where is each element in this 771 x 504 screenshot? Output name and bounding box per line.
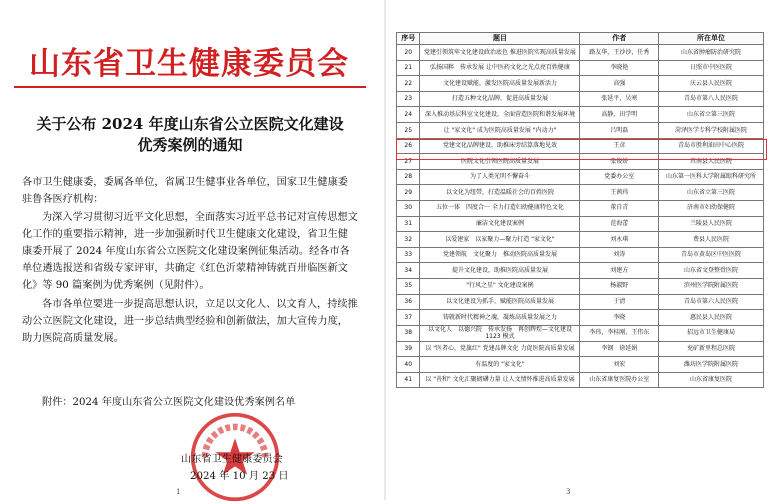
header-number: 序号 [397,33,420,45]
table-cell-author: 杨淑野 [580,278,658,294]
signature-org: 山东省卫生健康委员会 [181,454,283,465]
table-cell-unit: 青岛市黄岛区中医医院 [658,247,763,263]
table-cell-unit: 山东省立第三医院 [658,185,763,201]
table-cell-author: 高强 [580,76,658,92]
table-cell-num: 40 [397,357,420,373]
table-cell-unit: 山东省肿瘤防治研究院 [658,45,763,61]
table-cell-author: 李晓 [580,310,658,326]
table-row [397,247,764,263]
table-cell-num: 29 [397,185,420,201]
table-cell-num: 37 [397,310,420,326]
table-cell-title: 打造五种文化品牌，促进高质量发展 [420,91,580,107]
table-cell-title: 党建引领筑牢文化建设政治底色 推进医院实现高质量发展 [420,45,580,61]
table-row [397,45,764,61]
table-row [397,263,764,279]
table-cell-num: 20 [397,45,420,61]
header-unit: 所在单位 [658,33,763,45]
paragraph-1: 为深入学习贯彻习近平文化思想，全面落实习近平总书记对宣传思想文化工作的重要指示精神，进一步加强新时代卫生健康文化建设，省卫生健康委开展了 2024 年度山东省公立医院文化建设案例征集活动。经各市各单位遴选报送和省级专家评审，共确定《红色沂蒙精神铸就百卅临医新文化》等 90 篇案例为优秀案例（见附件）。 [22,212,358,291]
table-cell-author: 刘建方 [580,263,658,279]
table-cell-author: 刘涛 [580,247,658,263]
org-name-heading: 山东省卫生健康委员会 [29,46,349,82]
paragraph-2: 各市各单位要进一步提高思想认识，立足以文化人、以文育人，持续推动公立医院文化建设，进一步总结典型经验和创新做法，加大宣传力度，助力医院高质量发展。 [22,299,358,344]
red-divider-line [14,86,366,88]
table-cell-title: 以文化为纽带，打造温暖社会的百姓医院 [420,185,580,201]
table-cell-unit: 莒南县人民医院 [658,154,763,170]
table-cell-author: 张俊娇 [580,154,658,170]
table-row [397,325,764,341]
table-cell-author: 张延平，吴寒 [580,91,658,107]
table-cell-num: 22 [397,76,420,92]
table-row [397,60,764,76]
table-cell-unit: 山东省文登整骨医院 [658,263,763,279]
table-cell-author: 范海蕾 [580,216,658,232]
table-cell-title: 为了人类光明不懈奋斗 [420,169,580,185]
table-cell-unit: 庆云县人民医院 [658,76,763,92]
table-cell-title: 党建领航 文化聚力 推动医院高质量发展 [420,247,580,263]
table-row [397,169,764,185]
table-row [397,341,764,357]
table-cell-num: 27 [397,154,420,170]
table-cell-num: 36 [397,294,420,310]
table-cell-title: 弘扬国粹 传承发展 让中医药文化之光点亮百姓健康 [420,60,580,76]
left-page-number: 1 [176,488,181,496]
table-cell-title: 提升文化建设，助推医院高质量发展 [420,263,580,279]
attachment-note: 附件：2024 年度山东省公立医院文化建设优秀案例名单 [42,397,296,408]
table-cell-author: 高静，田学明 [580,107,658,123]
table-cell-unit: 山东省立第三医院 [658,107,763,123]
table-cell-title: 以 "善和" 文化汇聚磅礴力量 让人文情怀推进高质量发展 [420,372,580,388]
table-cell-num: 24 [397,107,420,123]
header-title: 题目 [420,33,580,45]
table-cell-num: 25 [397,122,420,138]
table-cell-unit: 济南市妇幼保健院 [658,200,763,216]
table-cell-author: 李玮，李桂刚，王伟东 [580,325,658,341]
table-cell-unit: 惠民县人民医院 [658,310,763,326]
table-row [397,107,764,123]
table-row [397,91,764,107]
table-cell-unit: 兰陵县人民医院 [658,216,763,232]
table-header-row [397,33,764,45]
addressee-text: 各市卫生健康委，委属各单位，省属卫生健事业各单位，国家卫生健康委驻鲁各医疗机构： [22,177,348,205]
title-line-1: 关于公布 2024 年度山东省公立医院文化建设 [36,115,344,133]
table-cell-author: 李晓艳 [580,60,658,76]
table-cell-num: 21 [397,60,420,76]
table-cell-unit: 日照市中医医院 [658,60,763,76]
table-cell-num: 34 [397,263,420,279]
table-cell-title: 以爱建家 以家聚力—聚力打造 "家文化" [420,232,580,248]
table-cell-title: "行风之星" 文化建设案例 [420,278,580,294]
table-cell-author: 董自青 [580,200,658,216]
right-page [386,0,771,500]
header-author: 作者 [580,33,658,45]
table-cell-unit: 兖矿新里程总医院 [658,341,763,357]
table-cell-author: 王茜玮 [580,185,658,201]
table-cell-unit: 青岛市胜利油田中心医院 [658,138,763,154]
table-cell-author: 刘永琪 [580,232,658,248]
table-cell-title: 文化建设赋能，激发医院高质量发展新活力 [420,76,580,92]
document-title [20,114,360,156]
signature-date: 2024 年 10 月 23 日 [190,471,289,482]
table-cell-title: 党建文化品牌建设，助推床旁结算落地见效 [420,138,580,154]
table-row [397,200,764,216]
table-row [397,185,764,201]
table-cell-num: 31 [397,216,420,232]
table-cell-num: 38 [397,325,420,341]
left-page [0,0,385,500]
table-cell-title: 医院文化引领医院高质量发展 [420,154,580,170]
table-cell-unit: 招远市卫生健康局 [658,325,763,341]
table-cell-unit: 青岛市第八人民医院 [658,91,763,107]
table-row [397,294,764,310]
table-cell-author: 于清 [580,294,658,310]
table-cell-num: 39 [397,341,420,357]
table-cell-title: 以文化人 以德兴院 传承发扬 再创辉煌—文化建设 1123 模式 [420,325,580,341]
table-cell-unit: 潍坊医学院附属医院 [658,357,763,373]
table-cell-unit: 山东省康复医院 [658,372,763,388]
table-row [397,216,764,232]
table-cell-num: 23 [397,91,420,107]
table-cell-unit: 山东第一医科大学附属眼科研究所 [658,169,763,185]
table-cell-title: 以 "医者心，党旗红" 党建品牌文化 力促医院高质量发展 [420,341,580,357]
table-row [397,232,764,248]
table-cell-author: 王彦 [580,138,658,154]
table-cell-title: 以文化建设为抓手，赋能医院高质量发展 [420,294,580,310]
table-cell-num: 33 [397,247,420,263]
table-cell-unit: 费县人民医院 [658,232,763,248]
table-cell-num: 26 [397,138,420,154]
table-cell-unit: 滨州医学院附属医院 [658,278,763,294]
table-cell-author: 吕明磊 [580,122,658,138]
right-page-number: 3 [566,488,571,496]
table-cell-unit: 青岛市第六人民医院 [658,294,763,310]
table-cell-title: 让 "家文化" 成为医院高质量发展 "内动力" [420,122,580,138]
table-row [397,122,764,138]
table-cell-author: 刘宏 [580,357,658,373]
table-cell-num: 35 [397,278,420,294]
table-cell-num: 32 [397,232,420,248]
table-cell-title: 深入推动基层科室文化建设，全面营造医院和谐发展环境 [420,107,580,123]
table-cell-author: 路友华，王沙沙，任秀 [580,45,658,61]
table-cell-unit: 菏泽医学专科学校附属医院 [658,122,763,138]
table-row [397,278,764,294]
case-list-table [396,32,764,388]
title-line-2: 优秀案例的通知 [137,136,243,154]
table-row [397,372,764,388]
table-cell-author: 李钢 徐延娟 [580,341,658,357]
table-row [397,357,764,373]
table-cell-title: 五位一体 四度合一 全力打造妇幼健康特色文化 [420,200,580,216]
table-cell-title: 铸就新时代精神之魂，凝炼高质量发展之力 [420,310,580,326]
table-cell-title: 有温度的 "家文化" [420,357,580,373]
table-cell-num: 41 [397,372,420,388]
highlighted-row-box [396,139,767,160]
table-cell-title: 廉洁文化建设案例 [420,216,580,232]
table-cell-num: 28 [397,169,420,185]
table-cell-author: 山东省康复医院办公室 [580,372,658,388]
table-cell-author: 党委办公室 [580,169,658,185]
table-cell-num: 30 [397,200,420,216]
table-row [397,76,764,92]
document-body [22,174,358,347]
table-body [397,45,764,388]
table-row [397,310,764,326]
